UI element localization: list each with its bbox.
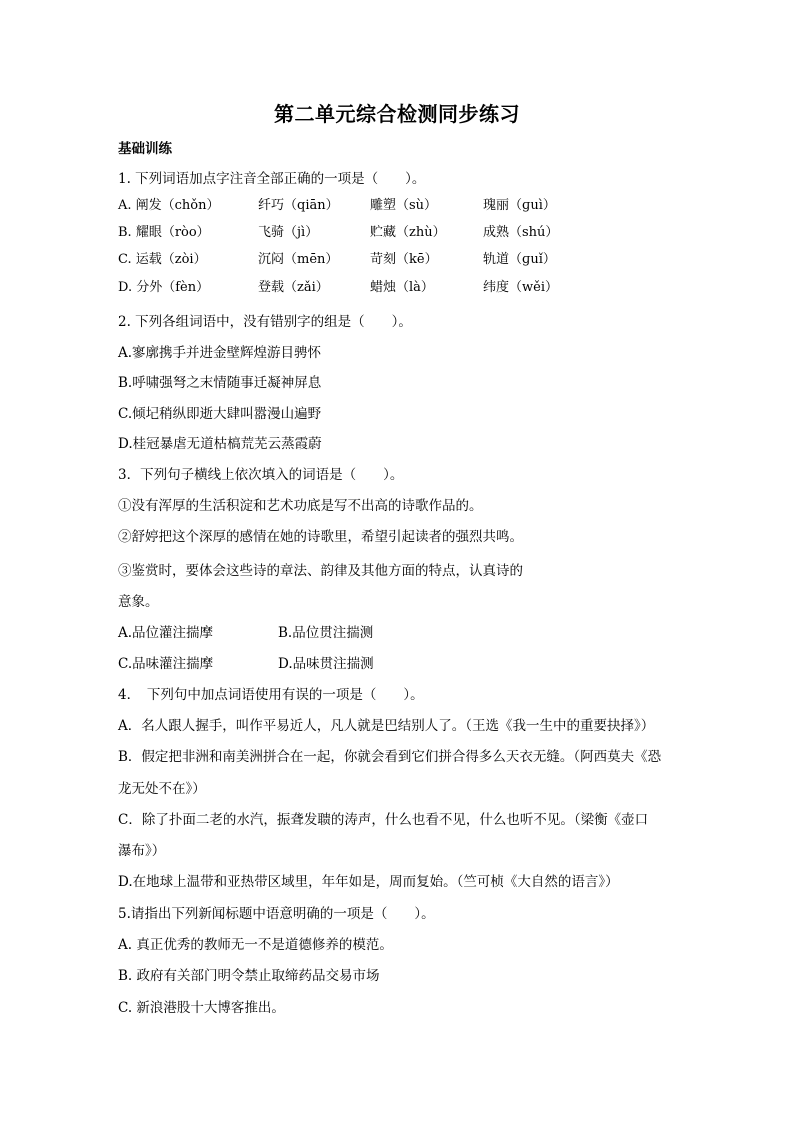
q1-a-3: 雕塑（sù） <box>370 198 438 213</box>
q1-b-2: 飞骑（jì） <box>258 225 319 240</box>
q3-sentence-1: ①没有浑厚的生活积淀和艺术功底是写不出高的诗歌作品的。 <box>118 498 483 514</box>
q4-option-b: B．假定把非洲和南美洲拼合在一起，你就会看到它们拼合得多么天衣无缝。（阿西莫夫《恐 <box>118 749 662 765</box>
q3-option-b: B.品位贯注揣测 <box>278 625 374 641</box>
q1-a-1: A. 阐发（chǒn） <box>118 198 220 213</box>
q5-option-b: B. 政府有关部门明令禁止取缔药品交易市场 <box>118 968 380 984</box>
q2-option-b: B.呼啸强弩之末情随事迁凝神屏息 <box>118 375 322 391</box>
q1-d-3: 蜡烛（là） <box>370 280 434 295</box>
q1-c-4: 轨道（ɡuǐ） <box>483 252 556 267</box>
q1-d-4: 纬度（wěi） <box>483 280 558 295</box>
q2-option-a: A.寥廓携手并进金壁辉煌游目骋怀 <box>118 345 322 361</box>
q5-stem: 5.请指出下列新闻标题中语意明确的一项是（ ）。 <box>118 906 435 922</box>
q2-option-d: D.桂冠暴虐无道枯槁荒芜云蒸霞蔚 <box>118 436 322 452</box>
q4-option-d: D.在地球上温带和亚热带区域里，年年如是，周而复始。（竺可桢《大自然的语言》） <box>118 874 619 890</box>
q4-option-a: A．名人跟人握手，叫作平易近人，凡人就是巴结别人了。（王选《我一生中的重要抉择》） <box>118 718 655 734</box>
q4-stem: 4． 下列句中加点词语使用有误的一项是（ ）。 <box>118 687 424 703</box>
page-title: 第二单元综合检测同步练习 <box>274 102 520 126</box>
section-heading: 基础训练 <box>118 141 172 157</box>
q3-sentence-2: ②舒婷把这个深厚的感情在她的诗歌里，希望引起读者的强烈共鸣。 <box>118 529 523 545</box>
q4-option-b-cont: 龙无处不在》） <box>118 781 206 797</box>
q2-option-c: C.倾圮稍纵即逝大肆叫嚣漫山遍野 <box>118 406 322 422</box>
q1-c-3: 苛刻（kē） <box>370 252 438 267</box>
q1-b-4: 成熟（shú） <box>483 225 559 240</box>
q1-c-2: 沉闷（mēn） <box>258 252 339 267</box>
q1-d-1: D. 分外（fèn） <box>118 280 210 295</box>
q3-option-row-2 <box>118 655 374 673</box>
q3-sentence-3-cont: 意象。 <box>118 594 159 610</box>
q3-option-c: C.品味灌注揣摩 <box>118 656 214 672</box>
q4-option-c-cont: 瀑布》） <box>118 843 166 859</box>
q3-option-row-1 <box>118 624 374 642</box>
q1-d-2: 登载（zǎi） <box>258 280 329 295</box>
q1-a-4: 瑰丽（ɡuì） <box>483 198 556 213</box>
q1-b-3: 贮藏（zhù） <box>370 225 446 240</box>
q2-stem: 2. 下列各组词语中，没有错别字的组是（ ）。 <box>118 314 412 330</box>
q1-a-2: 纤巧（qiān） <box>258 198 339 213</box>
q3-option-a: A.品位灌注揣摩 <box>118 625 214 641</box>
q5-option-c: C. 新浪港股十大博客推出。 <box>118 1000 285 1016</box>
q5-option-a: A. 真正优秀的教师无一不是道德修养的模范。 <box>118 937 393 953</box>
q1-c-1: C. 运载（zòi） <box>118 252 207 267</box>
q3-stem: 3．下列句子横线上依次填入的词语是（ ）。 <box>118 467 404 483</box>
q3-sentence-3: ③鉴赏时，要体会这些诗的章法、韵律及其他方面的特点，认真诗的 <box>118 563 523 579</box>
q3-option-d: D.品味贯注揣测 <box>278 656 374 672</box>
q1-stem: 1. 下列词语加点字注音全部正确的一项是（ ）。 <box>118 171 426 187</box>
q4-option-c: C．除了扑面二老的水汽，振聋发聩的涛声，什么也看不见，什么也听不见。（梁衡《壶口 <box>118 812 649 828</box>
q1-b-1: B. 耀眼（ròo） <box>118 225 210 240</box>
